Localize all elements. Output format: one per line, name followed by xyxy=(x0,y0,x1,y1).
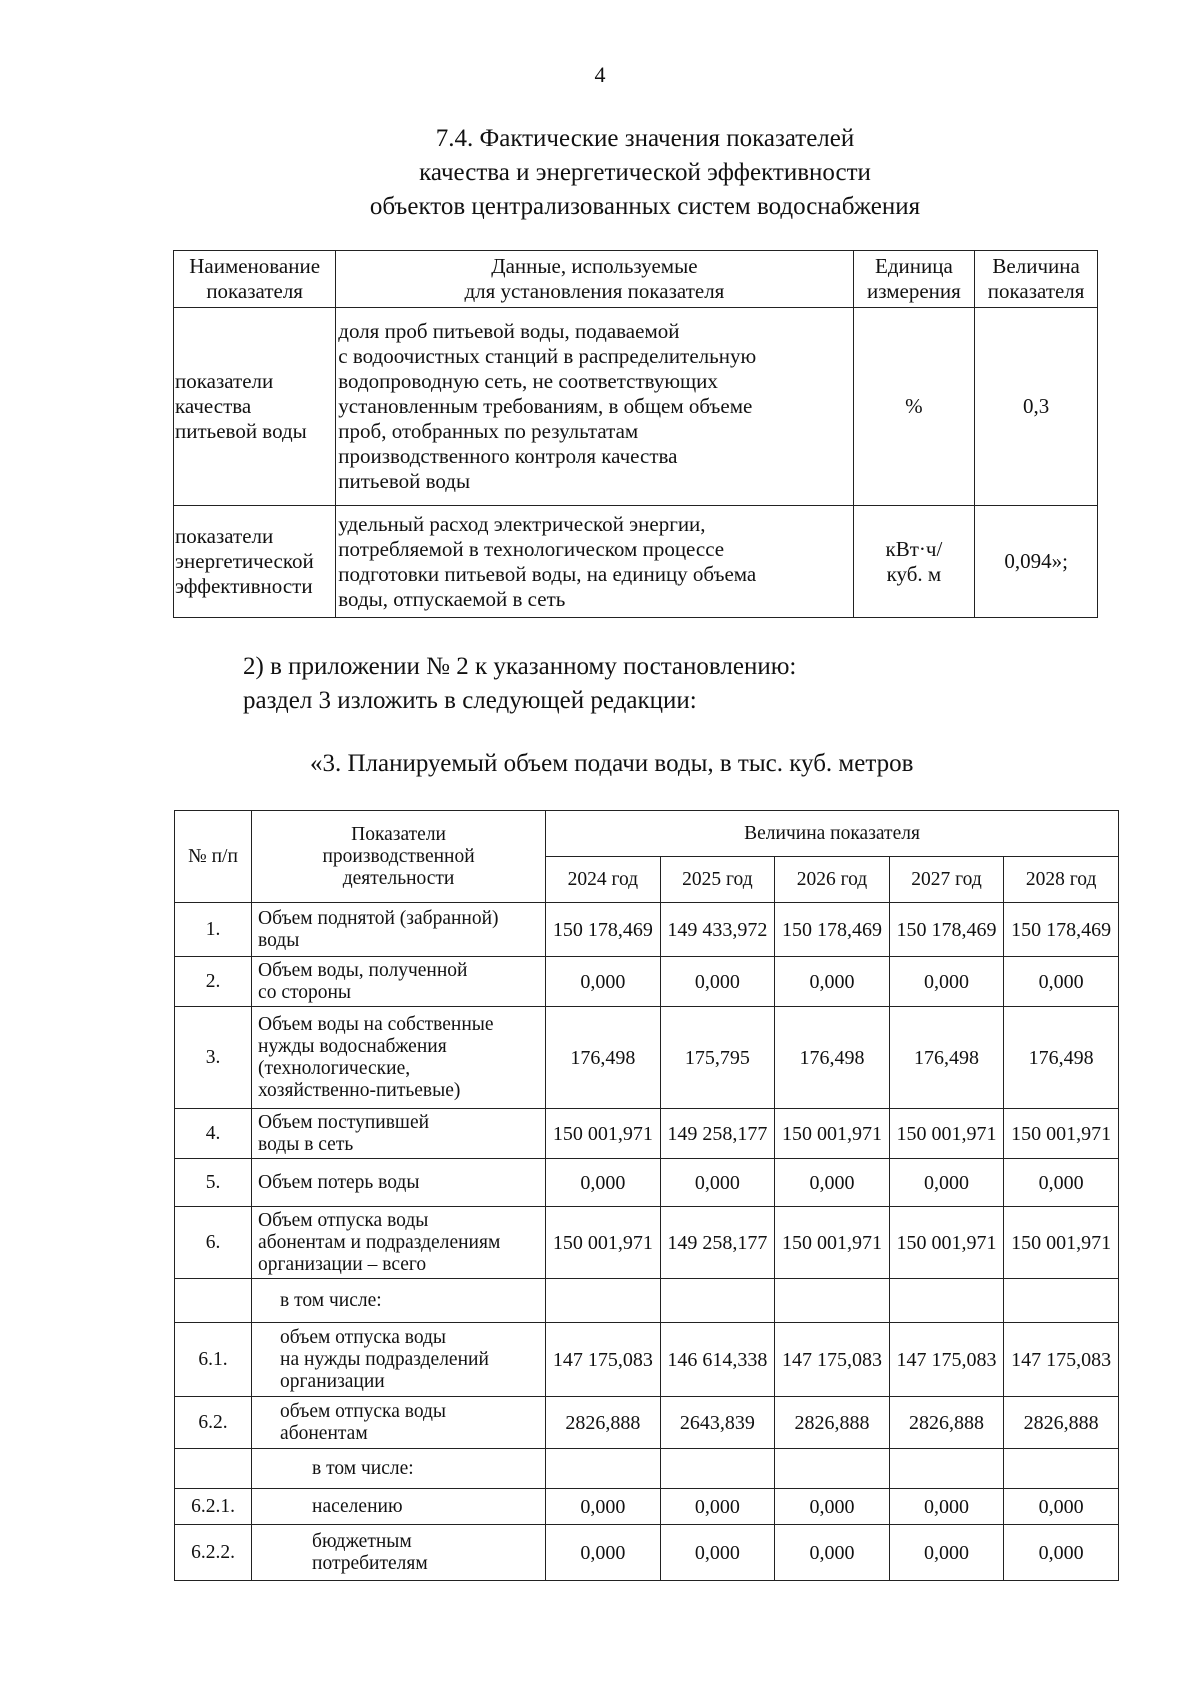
value-cell: 2643,839 xyxy=(660,1397,775,1449)
value-cell: 0,000 xyxy=(660,957,775,1007)
value-cell: 0,000 xyxy=(1004,957,1119,1007)
value-cell: 0,000 xyxy=(889,1525,1004,1581)
value-cell xyxy=(546,1279,661,1323)
header-year: 2026 год xyxy=(775,857,890,903)
title-line: 7.4. Фактические значения показателей xyxy=(435,125,855,152)
table-row xyxy=(175,1449,1119,1489)
row-number: 5. xyxy=(175,1159,252,1207)
value-cell xyxy=(889,1449,1004,1489)
indicator-data: доля проб питьевой воды, подаваемой с водоочистных станций в распределительную водопроводную сеть, не соответствующих установленным требованиям, в общем объеме проб, отобранных по результатам производственного контроля качества питьевой воды xyxy=(336,308,853,506)
value-cell: 0,000 xyxy=(1004,1489,1119,1525)
value-cell: 0,000 xyxy=(889,957,1004,1007)
value-cell: 150 001,971 xyxy=(775,1109,890,1159)
value-cell: 0,000 xyxy=(546,1525,661,1581)
header-year: 2024 год xyxy=(546,857,661,903)
section-7-4-title xyxy=(0,122,1200,224)
value-cell: 2826,888 xyxy=(889,1397,1004,1449)
value-cell: 150 001,971 xyxy=(1004,1207,1119,1279)
value-cell: 147 175,083 xyxy=(1004,1323,1119,1397)
table-header-row xyxy=(175,811,1119,857)
section-3-title: «3. Планируемый объем подачи воды, в тыс. куб. метров xyxy=(310,750,914,777)
row-number: 6.1. xyxy=(175,1323,252,1397)
value-cell: 0,000 xyxy=(775,1159,890,1207)
indicator-name: объем отпуска воды на нужды подразделений организации xyxy=(252,1323,546,1397)
value-cell: 176,498 xyxy=(775,1007,890,1109)
value-cell: 147 175,083 xyxy=(546,1323,661,1397)
value-cell: 0,000 xyxy=(660,1525,775,1581)
value-cell: 0,000 xyxy=(1004,1525,1119,1581)
table-row xyxy=(175,1207,1119,1279)
indicator-name: Объем поступившей воды в сеть xyxy=(252,1109,546,1159)
value-cell: 150 178,469 xyxy=(1004,903,1119,957)
value-cell: 2826,888 xyxy=(546,1397,661,1449)
table-row xyxy=(175,1279,1119,1323)
value-cell: 150 001,971 xyxy=(546,1207,661,1279)
value-cell: 146 614,338 xyxy=(660,1323,775,1397)
header-data-used: Данные, используемые для установления показателя xyxy=(336,251,853,308)
value-cell: 150 001,971 xyxy=(1004,1109,1119,1159)
value-cell: 0,000 xyxy=(889,1489,1004,1525)
value-cell: 2826,888 xyxy=(775,1397,890,1449)
header-num: № п/п xyxy=(175,811,252,903)
value-cell: 0,000 xyxy=(660,1159,775,1207)
indicator-name: в том числе: xyxy=(252,1279,546,1323)
value-cell: 149 258,177 xyxy=(660,1109,775,1159)
value-cell: 0,000 xyxy=(775,957,890,1007)
title-line: качества и энергетической эффективности xyxy=(419,159,871,186)
indicator-name: показатели энергетической эффективности xyxy=(174,506,336,618)
header-indicator: Показатели производственной деятельности xyxy=(252,811,546,903)
indicator-name: объем отпуска воды абонентам xyxy=(252,1397,546,1449)
value-cell xyxy=(660,1449,775,1489)
value-cell: 2826,888 xyxy=(1004,1397,1119,1449)
table-header-row xyxy=(174,251,1098,308)
value-cell: 0,000 xyxy=(546,1159,661,1207)
row-number: 3. xyxy=(175,1007,252,1109)
value-cell: 0,000 xyxy=(546,1489,661,1525)
value-cell: 150 178,469 xyxy=(775,903,890,957)
indicator-name: Объем воды, полученной со стороны xyxy=(252,957,546,1007)
value-cell xyxy=(660,1279,775,1323)
table-row xyxy=(175,1323,1119,1397)
header-value-group: Величина показателя xyxy=(546,811,1119,857)
indicator-name: в том числе: xyxy=(252,1449,546,1489)
indicator-name: показатели качества питьевой воды xyxy=(174,308,336,506)
table-row xyxy=(175,1489,1119,1525)
indicator-name: Объем потерь воды xyxy=(252,1159,546,1207)
header-value: Величина показателя xyxy=(975,251,1098,308)
table-row xyxy=(175,1397,1119,1449)
row-number: 4. xyxy=(175,1109,252,1159)
water-supply-volume-table xyxy=(174,810,1119,1581)
table-row xyxy=(175,1525,1119,1581)
header-indicator-name: Наименование показателя xyxy=(174,251,336,308)
table-row xyxy=(175,1109,1119,1159)
indicator-value: 0,094»; xyxy=(975,506,1098,618)
row-number: 1. xyxy=(175,903,252,957)
value-cell: 147 175,083 xyxy=(889,1323,1004,1397)
amendment-text xyxy=(243,650,796,718)
value-cell: 0,000 xyxy=(546,957,661,1007)
value-cell: 175,795 xyxy=(660,1007,775,1109)
value-cell: 150 001,971 xyxy=(889,1109,1004,1159)
value-cell xyxy=(889,1279,1004,1323)
header-year: 2025 год xyxy=(660,857,775,903)
value-cell xyxy=(1004,1449,1119,1489)
amendment-line: раздел 3 изложить в следующей редакции: xyxy=(243,687,697,714)
indicator-name: Объем воды на собственные нужды водоснабжения (технологические, хозяйственно-питьевые) xyxy=(252,1007,546,1109)
row-number: 2. xyxy=(175,957,252,1007)
value-cell: 149 433,972 xyxy=(660,903,775,957)
value-cell: 147 175,083 xyxy=(775,1323,890,1397)
title-line: объектов централизованных систем водоснабжения xyxy=(369,193,921,220)
value-cell xyxy=(1004,1279,1119,1323)
value-cell: 150 001,971 xyxy=(889,1207,1004,1279)
value-cell: 150 001,971 xyxy=(775,1207,890,1279)
row-number xyxy=(175,1279,252,1323)
indicator-unit: % xyxy=(853,308,975,506)
header-unit: Единица измерения xyxy=(853,251,975,308)
value-cell: 150 178,469 xyxy=(546,903,661,957)
value-cell: 176,498 xyxy=(546,1007,661,1109)
row-number: 6.2.2. xyxy=(175,1525,252,1581)
value-cell: 176,498 xyxy=(889,1007,1004,1109)
indicator-value: 0,3 xyxy=(975,308,1098,506)
quality-efficiency-table xyxy=(173,250,1098,618)
indicator-name: Объем поднятой (забранной) воды xyxy=(252,903,546,957)
value-cell: 0,000 xyxy=(889,1159,1004,1207)
table-row xyxy=(174,506,1098,618)
row-number: 6.2.1. xyxy=(175,1489,252,1525)
page-number: 4 xyxy=(594,62,606,87)
value-cell xyxy=(546,1449,661,1489)
table-row xyxy=(175,1159,1119,1207)
row-number: 6. xyxy=(175,1207,252,1279)
row-number xyxy=(175,1449,252,1489)
row-number: 6.2. xyxy=(175,1397,252,1449)
table-row xyxy=(175,1007,1119,1109)
value-cell xyxy=(775,1279,890,1323)
header-year: 2028 год xyxy=(1004,857,1119,903)
indicator-unit: кВт·ч/ куб. м xyxy=(853,506,975,618)
value-cell: 0,000 xyxy=(1004,1159,1119,1207)
indicator-name: бюджетным потребителям xyxy=(252,1525,546,1581)
value-cell: 176,498 xyxy=(1004,1007,1119,1109)
amendment-line: 2) в приложении № 2 к указанному постановлению: xyxy=(243,653,797,680)
header-year: 2027 год xyxy=(889,857,1004,903)
value-cell: 0,000 xyxy=(660,1489,775,1525)
indicator-name: населению xyxy=(252,1489,546,1525)
value-cell: 150 178,469 xyxy=(889,903,1004,957)
indicator-name: Объем отпуска воды абонентам и подразделениям организации – всего xyxy=(252,1207,546,1279)
table-row xyxy=(175,903,1119,957)
indicator-data: удельный расход электрической энергии, потребляемой в технологическом процессе подготовки питьевой воды, на единицу объема воды, отпускаемой в сеть xyxy=(336,506,853,618)
table-row xyxy=(175,957,1119,1007)
value-cell: 150 001,971 xyxy=(546,1109,661,1159)
table-row xyxy=(174,308,1098,506)
value-cell: 0,000 xyxy=(775,1489,890,1525)
value-cell xyxy=(775,1449,890,1489)
value-cell: 0,000 xyxy=(775,1525,890,1581)
value-cell: 149 258,177 xyxy=(660,1207,775,1279)
